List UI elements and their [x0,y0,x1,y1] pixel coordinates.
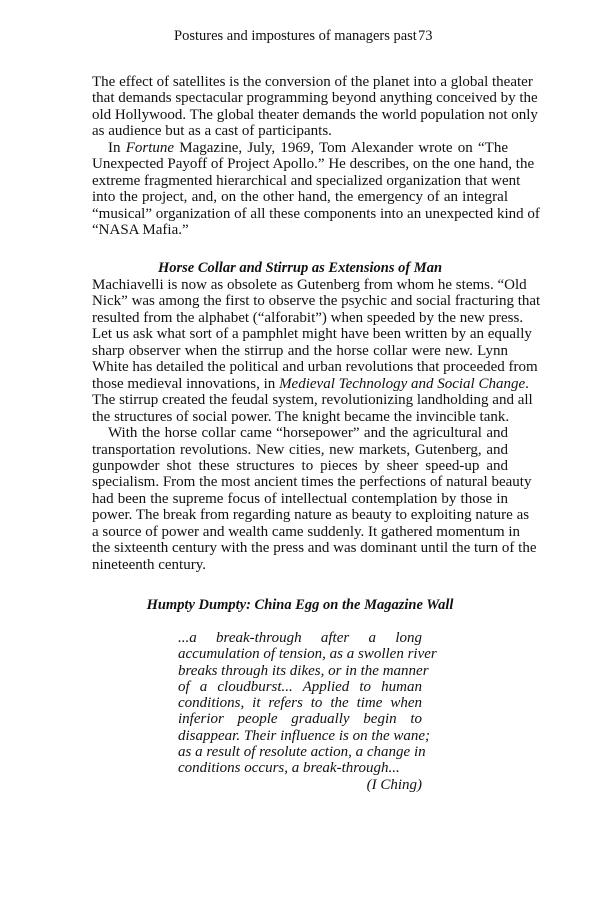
text-line: a source of power and wealth came suddenly. It gathered momentum in [92,523,521,540]
quote-line: breaks through its dikes, or in the manner [178,662,429,679]
quote-line: disappear. Their influence is on the wane; [178,727,431,744]
quote-line: ...a break-through after a long [178,630,422,646]
text-line: transportation revolutions. New cities, new markets, Gutenberg, and [92,441,508,458]
text-line: Nick” was among the first to observe the psychic and social fracturing that [92,293,541,310]
quote-line: accumulation of tension, as a swollen river [178,646,437,663]
text-line: power. The break from regarding nature as beauty to exploiting nature as [92,507,530,524]
text-line: gunpowder shot these structures to pieces by sheer speed-up and [92,457,508,474]
quote-source: (I Ching) [366,776,422,793]
text-line: the sixteenth century with the press and was dominant until the turn of the [92,540,537,557]
quote-line: of a cloudburst... Applied to human [178,678,422,695]
text-line: In Fortune Magazine, July, 1969, Tom Alexander wrote on “The [108,139,508,156]
text-line: “NASA Mafia.” [92,222,189,239]
text-line: that demands spectacular programming beyond anything conceived by the [92,90,538,107]
text-line: With the horse collar came “horsepower” and the agricultural and [108,425,508,442]
text-line: nineteenth century. [92,556,206,573]
text-line: the structures of social power. The knight became the invincible tank. [92,408,510,425]
magazine-title: Fortune [125,139,175,156]
text-line: resulted from the alphabet (“alforabit”) when speeded by the new press. [92,309,524,326]
quote-line: inferior people gradually begin to [178,711,422,728]
text-line: Let us ask what sort of a pamphlet might have been written by an equally [92,326,532,343]
book-title: Medieval Technology and Social Change [279,375,526,392]
quote-line: as a result of resolute action, a change in [178,744,426,761]
text-line: Machiavelli is now as obsolete as Gutenberg from whom he stems. “Old [92,277,527,293]
section-heading: Humpty Dumpty: China Egg on the Magazine Wall [146,597,454,613]
text-line: Unexpected Payoff of Project Apollo.” He describes, on the one hand, the [92,156,535,173]
text-line: into the project, and, on the other hand, the emergency of an integral [92,189,508,206]
text-line: The stirrup created the feudal system, revolutionizing landholding and all [92,392,533,409]
text-line: specialism. From the most ancient times the perfections of natural beauty [92,474,532,491]
quote-line: conditions, it refers to the time when [178,695,422,712]
quote-line: conditions occurs, a break-through... [178,760,400,777]
text-line: sharp observer when the stirrup and the horse collar were new. Lynn [92,342,508,359]
text-line: extreme fragmented hierarchical and specialized organization that went [92,172,521,189]
text-line: had been the supreme focus of intellectual contemplation by those in [92,490,508,507]
text-line: “musical” organization of all these components into an unexpected kind of [92,205,540,222]
page-number: 73 [418,28,433,44]
running-title: Postures and impostures of managers past [174,28,417,44]
text-line: old Hollywood. The global theater demands the world population not only [92,106,538,123]
text-line: The effect of satellites is the conversion of the planet into a global theater [92,74,533,90]
text-line: White has detailed the political and urban revolutions that proceeded from [92,359,538,376]
section-heading: Horse Collar and Stirrup as Extensions of Man [157,260,443,276]
text-line: as audience but as a cast of participants. [92,123,332,140]
text-line: those medieval innovations, in Medieval Technology and Social Change. [92,375,529,392]
block-quote [178,630,437,793]
paragraph-machiavelli [92,277,541,573]
paragraph-satellites [92,74,540,239]
